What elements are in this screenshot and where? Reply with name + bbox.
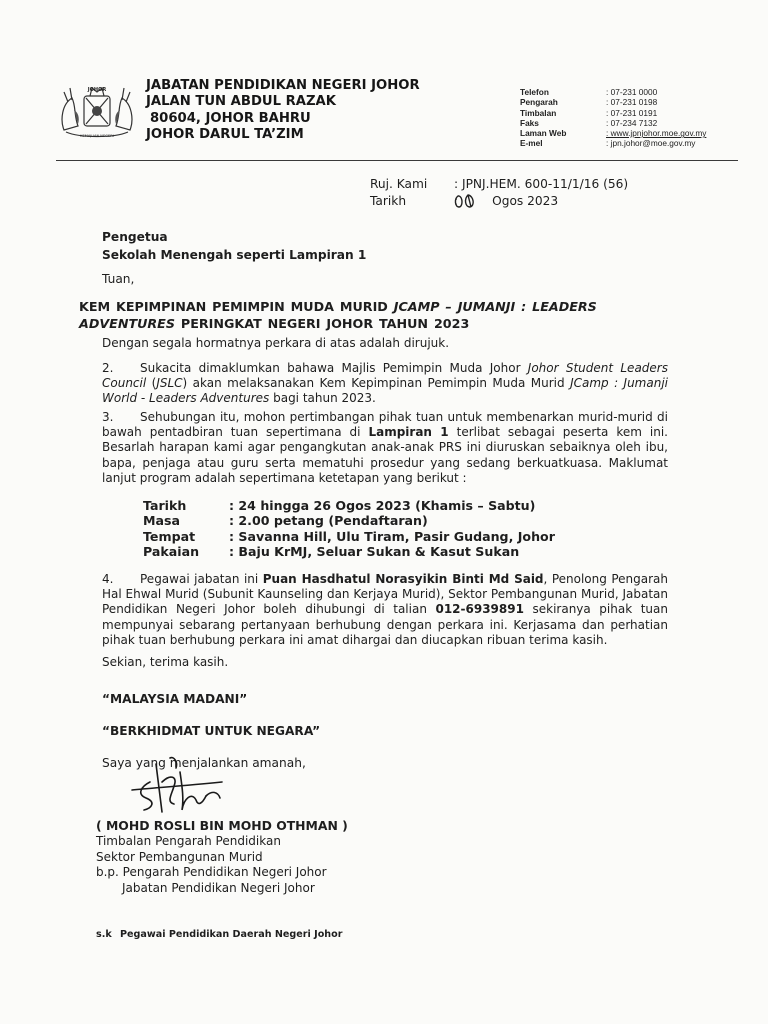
copy-to-line	[96, 929, 342, 940]
text-italic: JCamp : Jumanji World - Leaders Adventures	[102, 376, 668, 406]
detail-value: : Savanna Hill, Ulu Tiram, Pasir Gudang, Johor	[229, 528, 555, 544]
date-value: Ogos 2023	[492, 194, 559, 208]
text-italic: Johor Student Leaders Council	[102, 361, 668, 391]
motto-berkhidmat: “BERKHIDMAT UNTUK NEGARA”	[102, 724, 321, 738]
ref-row	[370, 176, 628, 193]
detail-row	[143, 529, 555, 544]
detail-value: : 24 hingga 26 Ogos 2023 (Khamis – Sabtu)	[229, 498, 536, 513]
text: (	[146, 376, 157, 391]
text: Sehubungan itu, mohon pertimbangan pihak tuan untuk membenarkan murid-murid di bawah pentadbiran tuan sepertimana di	[102, 410, 668, 440]
header-divider	[56, 160, 738, 161]
contact-label: E-mel	[520, 138, 543, 149]
signatory-name: ( MOHD ROSLI BIN MOHD OTHMAN )	[96, 818, 348, 833]
subject-text: KEM KEPIMPINAN PEMIMPIN MUDA MURID	[79, 299, 394, 314]
contact-row	[520, 118, 706, 128]
event-details	[143, 498, 555, 560]
detail-value: : Baju KrMJ, Seluar Sukan & Kasut Sukan	[229, 544, 520, 560]
reference-block	[370, 176, 628, 210]
contact-value: : 07-231 0198	[606, 97, 658, 108]
text-bold: Lampiran 1	[368, 425, 449, 440]
handwritten-signature	[122, 752, 242, 827]
recipient-block	[102, 228, 366, 264]
subject-italic: JCAMP – JUMANJI : LEADERS ADVENTURES	[79, 299, 597, 331]
subject-text-end: PERINGKAT NEGERI JOHOR TAHUN 2023	[175, 315, 470, 331]
letterhead-address	[146, 78, 420, 144]
paragraph-number: 4.	[102, 572, 114, 586]
text-italic: JSLC	[156, 376, 183, 391]
signatory-title-block	[96, 834, 327, 896]
text-bold: 012-6939891	[435, 602, 524, 617]
detail-label: Tarikh	[143, 498, 187, 513]
detail-value: : 2.00 petang (Pendaftaran)	[229, 513, 428, 529]
signatory-title-line: b.p. Pengarah Pendidikan Negeri Johor	[96, 865, 327, 880]
paragraph-number: 2.	[102, 361, 114, 375]
paragraph-3	[102, 410, 668, 486]
recipient-school: Sekolah Menengah seperti Lampiran 1	[102, 248, 367, 262]
text: bagi tahun 2023.	[269, 391, 376, 406]
signoff-line: Saya yang menjalankan amanah,	[102, 756, 306, 770]
paragraph-1: Dengan segala hormatnya perkara di atas adalah dirujuk.	[102, 336, 450, 350]
contact-value: : 07-234 7132	[606, 117, 658, 128]
address-line-1: JALAN TUN ABDUL RAZAK	[146, 94, 336, 110]
signatory-title-line: Timbalan Pengarah Pendidikan	[96, 834, 281, 848]
contact-value: : 07-231 0191	[606, 107, 658, 118]
detail-label: Masa	[143, 513, 181, 529]
address-line-3: JOHOR DARUL TA’ZIM	[146, 127, 304, 143]
text-bold: Puan Hasdhatul Norasyikin Binti Md Said	[262, 572, 544, 586]
contact-row	[520, 128, 706, 138]
contact-row	[520, 87, 706, 97]
contact-label: Timbalan	[520, 107, 557, 118]
contact-label: Telefon	[520, 87, 549, 97]
address-line-2: 80604, JOHOR BAHRU	[150, 110, 311, 126]
contact-row	[520, 108, 706, 118]
motto-malaysia-madani: “MALAYSIA MADANI”	[102, 692, 248, 706]
ref-label: Ruj. Kami	[370, 177, 428, 191]
closing-line: Sekian, terima kasih.	[102, 655, 229, 669]
org-name: JABATAN PENDIDIKAN NEGERI JOHOR	[146, 78, 420, 93]
date-row	[370, 193, 628, 210]
text: terlibat sebagai peserta kem ini. Besarlah harapan kami agar pengangkutan anak-anak PRS ini diuruskan sebaiknya oleh ibu, bapa, penjaga atau guru serta mematuhi prosedur yang sedang berkuatkuasa. Maklumat lanjut program adalah sepertimana ketetapan yang berikut :	[102, 425, 669, 485]
contact-label: Faks	[520, 117, 539, 128]
detail-row	[143, 513, 555, 528]
contact-label: Pengarah	[520, 97, 558, 108]
salutation: Tuan,	[102, 272, 135, 286]
text: Pegawai jabatan ini	[140, 572, 263, 586]
signatory-title-line: Jabatan Pendidikan Negeri Johor	[122, 880, 315, 895]
text: ) akan melaksanakan Kem Kepimpinan Pemimpin Muda Murid	[182, 376, 571, 391]
handwritten-day-mark	[454, 193, 482, 209]
detail-label: Pakaian	[143, 544, 200, 560]
contact-row	[520, 97, 706, 107]
signatory-title-line: Sektor Pembangunan Murid	[96, 849, 263, 864]
paragraph-number: 3.	[102, 410, 114, 424]
letter-subject	[79, 299, 669, 332]
copy-to-value: Pegawai Pendidikan Daerah Negeri Johor	[120, 929, 343, 940]
date-prefix: :	[454, 194, 459, 208]
paragraph-2	[102, 361, 668, 407]
website-link[interactable]: : www.jpnjohor.moe.gov.my	[606, 128, 707, 139]
crest-label: JOHOR	[87, 87, 107, 93]
paragraph-4	[102, 572, 668, 648]
text: sekiranya pihak tuan mempunyai sebarang pertanyaan berhubung dengan perkara ini. Kerjasama dan perhatian pihak tuan berhubung perkara ini amat dihargai dan diucapkan ribuan terima kasih.	[102, 602, 668, 647]
date-label: Tarikh	[370, 194, 407, 208]
contact-block	[520, 87, 706, 149]
contact-label: Laman Web	[520, 128, 567, 139]
detail-label: Tempat	[143, 528, 196, 544]
crest-motto: KEMAJUAN NEGERI	[80, 134, 114, 138]
detail-row	[143, 544, 555, 559]
text: Sukacita dimaklumkan bahawa Majlis Pemimpin Muda Johor	[140, 361, 528, 375]
recipient-title: Pengetua	[102, 230, 168, 244]
detail-row	[143, 498, 555, 513]
state-crest-logo	[56, 82, 138, 140]
text: , Penolong Pengarah Hal Ehwal Murid (Subunit Kaunseling dan Kerjaya Murid), Sektor Pembangunan Murid, Jabatan Pendidikan Negeri Johor boleh dihubungi di talian	[102, 572, 669, 617]
copy-to-label: s.k	[96, 929, 112, 940]
email-link[interactable]: : jpn.johor@moe.gov.my	[606, 138, 696, 149]
contact-value: : 07-231 0000	[606, 87, 658, 97]
contact-row	[520, 138, 706, 148]
ref-value: : JPNJ.HEM. 600-11/1/16 (56)	[454, 177, 629, 191]
